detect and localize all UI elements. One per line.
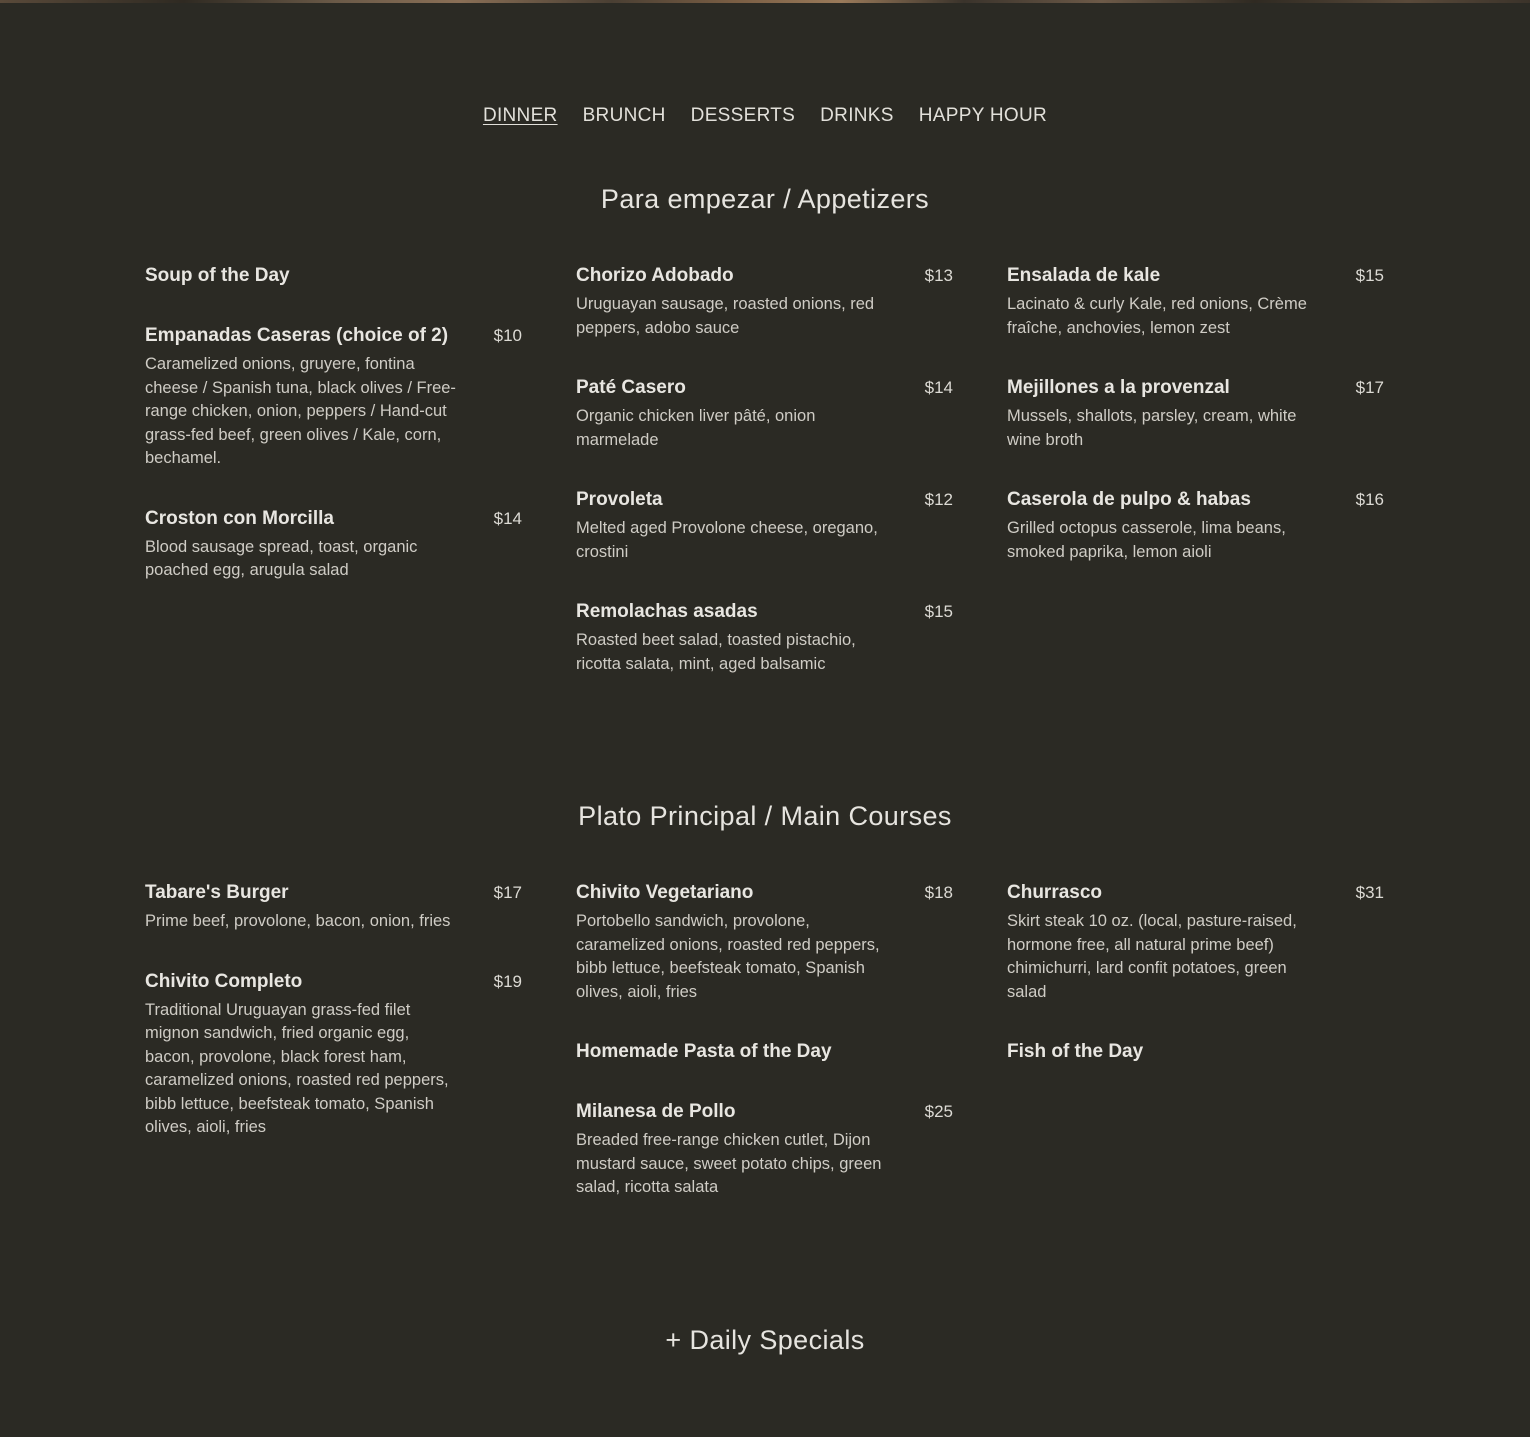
menu-item-price: $17 (1355, 378, 1384, 397)
menu-item-description: Melted aged Provolone cheese, oregano, crostini (576, 519, 878, 561)
menu-item (1007, 376, 1384, 452)
tab-desserts[interactable]: DESSERTS (690, 105, 796, 126)
menu-item-description: Blood sausage spread, toast, organic poached egg, arugula salad (145, 537, 418, 579)
menu-item-description: Traditional Uruguayan grass-fed filet mignon sandwich, fried organic egg, bacon, provolone, black forest ham, caramelized onions, roasted red peppers, bibb lettuce, beefsteak tomato, Spanish olives, aioli, fries (145, 1000, 449, 1136)
mains-column-1 (145, 881, 522, 1236)
menu-tabs (0, 103, 1530, 129)
menu-item-price: $10 (493, 326, 522, 345)
menu-item (145, 970, 522, 1140)
appetizers-title: Para empezar / Appetizers (600, 184, 930, 214)
menu-item-description: Caramelized onions, gruyere, fontina cheese / Spanish tuna, black olives / Free-range chicken, onion, peppers / Hand-cut grass-fed beef, green olives / Kale, corn, bechamel. (145, 355, 456, 467)
menu-item-price: $14 (924, 378, 953, 397)
appetizers-column-1 (145, 264, 522, 712)
menu-item-header (145, 881, 522, 905)
tab-dinner[interactable]: DINNER (482, 105, 558, 126)
menu-item-price: $13 (924, 266, 953, 285)
tab-brunch[interactable]: BRUNCH (582, 105, 666, 126)
menu-item-header (145, 324, 522, 348)
menu-item-header (576, 881, 953, 905)
tab-happy-hour[interactable]: HAPPY HOUR (918, 105, 1048, 126)
menu-item-header (145, 264, 522, 288)
menu-item-description: Lacinato & curly Kale, red onions, Crème fraîche, anchovies, lemon zest (1007, 295, 1307, 337)
menu-item-description: Organic chicken liver pâté, onion marmelade (576, 407, 816, 449)
menu-item (576, 600, 953, 676)
mains-title: Plato Principal / Main Courses (578, 801, 952, 831)
menu-item (1007, 264, 1384, 340)
menu-item-header (1007, 1040, 1384, 1064)
menu-item-name: Provoleta (576, 489, 663, 510)
menu-item (145, 324, 522, 471)
menu-item-price: $19 (493, 971, 522, 991)
menu-item-description: Portobello sandwich, provolone, caramelized onions, roasted red peppers, bibb lettuce, beefsteak tomato, Spanish olives, aioli, fries (576, 912, 880, 1001)
menu-item-name: Croston con Morcilla (145, 507, 334, 529)
menu-item-price: $25 (924, 1102, 953, 1121)
menu-item-header (1007, 376, 1384, 400)
hero-image-edge (0, 0, 1530, 3)
menu-item-name: Mejillones a la provenzal (1007, 377, 1230, 398)
menu-item-description: Uruguayan sausage, roasted onions, red peppers, adobo sauce (576, 295, 875, 337)
menu-item-header (576, 1040, 953, 1064)
menu-item (576, 488, 953, 564)
menu-item-header (576, 376, 953, 400)
menu-item-header (1007, 264, 1384, 288)
menu-item-description: Mussels, shallots, parsley, cream, white wine broth (1007, 407, 1297, 449)
menu-item (1007, 488, 1384, 564)
menu-item (145, 264, 522, 288)
menu-item-name: Fish of the Day (1007, 1041, 1144, 1062)
menu-item (576, 1040, 953, 1064)
menu-item-name: Tabare's Burger (145, 882, 289, 903)
menu-item-price: $17 (493, 883, 522, 902)
menu-item-header (145, 507, 522, 531)
menu-item-description: Skirt steak 10 oz. (local, pasture-raised, hormone free, all natural prime beef) chimichurri, lard confit potatoes, green salad (1007, 912, 1297, 1001)
daily-specials-link[interactable]: + Daily Specials (665, 1325, 865, 1355)
menu-item-description: Roasted beet salad, toasted pistachio, ricotta salata, mint, aged balsamic (576, 631, 856, 673)
menu-item-description: Prime beef, provolone, bacon, onion, fries (145, 912, 451, 930)
menu-item-price: $12 (924, 490, 953, 509)
mains-grid (145, 881, 1385, 1236)
mains-column-3 (1007, 881, 1384, 1236)
menu-item-name: Empanadas Caseras (choice of 2) (145, 325, 449, 346)
menu-item-name: Churrasco (1007, 882, 1103, 903)
menu-item (576, 1100, 953, 1200)
menu-item-name: Homemade Pasta of the Day (576, 1041, 832, 1062)
menu-item-header (576, 488, 953, 512)
menu-item-header (576, 600, 953, 624)
menu-item-price: $15 (1355, 266, 1384, 285)
menu-item (145, 881, 522, 934)
menu-item-header (145, 970, 522, 994)
menu-item-name: Ensalada de kale (1007, 265, 1161, 286)
menu-item-price: $31 (1355, 883, 1384, 902)
menu-item (576, 376, 953, 452)
menu-item (576, 881, 953, 1004)
menu-item-name: Chivito Completo (145, 970, 303, 992)
menu-item-name: Chorizo Adobado (576, 265, 734, 286)
menu-item-name: Remolachas asadas (576, 601, 758, 622)
menu-item-price: $18 (924, 883, 953, 902)
menu-item-price: $15 (924, 602, 953, 621)
menu-item-header (576, 1100, 953, 1124)
menu-item-price: $16 (1355, 490, 1384, 509)
menu-item (145, 507, 522, 583)
menu-item-name: Chivito Vegetariano (576, 882, 754, 903)
menu-item (1007, 881, 1384, 1004)
menu-item-header (1007, 881, 1384, 905)
menu-item-description: Breaded free-range chicken cutlet, Dijon mustard sauce, sweet potato chips, green salad, ricotta salata (576, 1131, 882, 1196)
appetizers-column-3 (1007, 264, 1384, 712)
menu-item (576, 264, 953, 340)
menu-item-name: Soup of the Day (145, 265, 290, 286)
menu-item-description: Grilled octopus casserole, lima beans, smoked paprika, lemon aioli (1007, 519, 1286, 561)
appetizers-grid (145, 264, 1385, 712)
menu-item-name: Caserola de pulpo & habas (1007, 489, 1251, 510)
appetizers-column-2 (576, 264, 953, 712)
menu-item-name: Paté Casero (576, 377, 686, 398)
menu-item-price: $14 (493, 508, 522, 528)
menu-item-header (576, 264, 953, 288)
menu-item (1007, 1040, 1384, 1064)
mains-column-2 (576, 881, 953, 1236)
menu-item-header (1007, 488, 1384, 512)
tab-drinks[interactable]: DRINKS (820, 105, 894, 126)
menu-item-name: Milanesa de Pollo (576, 1101, 736, 1122)
